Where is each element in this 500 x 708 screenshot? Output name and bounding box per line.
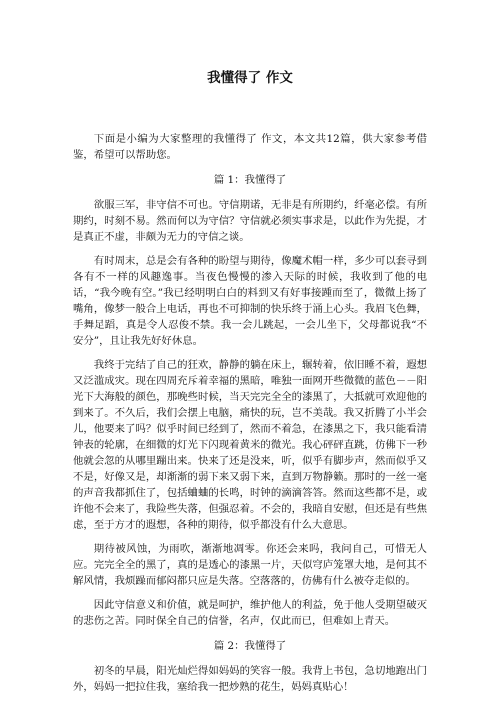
section-1-paragraph-3: 我终于完结了自己的狂欢，静静的躺在床上，辗转着，依旧睡不着，遐想又泛滥成灾。现在四周充斥着幸福的黑暗，唯独一面网开些微微的蓝色－－阳光下大海般的颜色，那晚些时候，当天完完全全的漆黑了，大抵就可欢迎他的到来了。不久后，我们会摆上电脑，痛快的玩，岂不美哉。我又折腾了小半会儿，他要来了吗？似乎时间已经到了，然而不着急，在漆黑之下，我只能看清钟表的轮廓，在细微的灯光下闪现着黄米的微光。我心砰砰直跳，仿佛下一秒他就会忽的从哪里蹦出来。快来了还是没来，听，似乎有脚步声，然而似乎又不是，好像又是，却渐渐的弱下来又弱下来，直到万物静籁。那时的一丝一毫的声音我都抓住了，包括蛐蛐的长鸣，时钟的滴滴答答。然而这些都不是，或许他不会来了，我险些失落，但强忍着。不会的，我暗自安慰，但还是有些焦虑，至于方才的遐想，各种的期待，似乎都没有什么大意思。 (73, 359, 427, 531)
section-1-paragraph-5: 因此守信意义和价值，就是呵护，维护他人的利益，免于他人受期望破灭的悲伤之苦。同时保全自己的信誉，名声，仅此而已，但难如上青天。 (73, 599, 427, 627)
section-heading-1: 篇 1：我懂得了 (213, 174, 287, 186)
section-1-paragraph-1: 欲服三军，非守信不可也。守信期诺，无非是有所期约，纤毫必偿。有所期约，时刻不易。然而何以为守信？守信就必须实事求是，以此作为先提，才是真正不虚，非颇为无力的守信之谈。 (73, 199, 427, 243)
section-heading-2: 篇 2：我懂得了 (213, 640, 287, 652)
section-1-paragraph-2: 有时周末，总是会有各种的盼望与期待，像魔术帽一样，多少可以套寻到各有不一样的风趣逸事。当夜色慢慢的渗入天际的时候，我收到了他的电话，“我今晚有空。”我已经明明白白的料到又有好事接踵而至了，微微上扬了嘴角，像梦一般合上电话，再也不可抑制的快乐终于涌上心头。我眉飞色舞，手舞足蹈，真是令人忍俊不禁。我一会儿跳起，一会儿坐下，父母都说我“不安分”，且让我先好好休息。 (73, 255, 427, 347)
section-1-paragraph-4: 期待被风蚀，为雨吹，渐渐地凋零。你还会来吗，我问自己，可惜无人应。完完全全的黑了，真的是透心的漆黑一片，天似穹庐笼罩大地，是何其不解风情，我烦躁而郁闷都只应是失落。空落落的，仿佛有什么被夺走似的。 (73, 543, 427, 587)
intro-paragraph: 下面是小编为大家整理的我懂得了 作文，本文共12篇，供大家参考借鉴，希望可以帮助您。 (73, 133, 427, 161)
section-2-paragraph-1: 初冬的早晨，阳光灿烂得如妈妈的笑容一般。我背上书包，急切地跑出门外，妈妈一把拉住我，塞给我一把炒熟的花生，妈妈真贴心！ (73, 665, 427, 693)
document-title: 我懂得了 作文 (207, 70, 293, 86)
